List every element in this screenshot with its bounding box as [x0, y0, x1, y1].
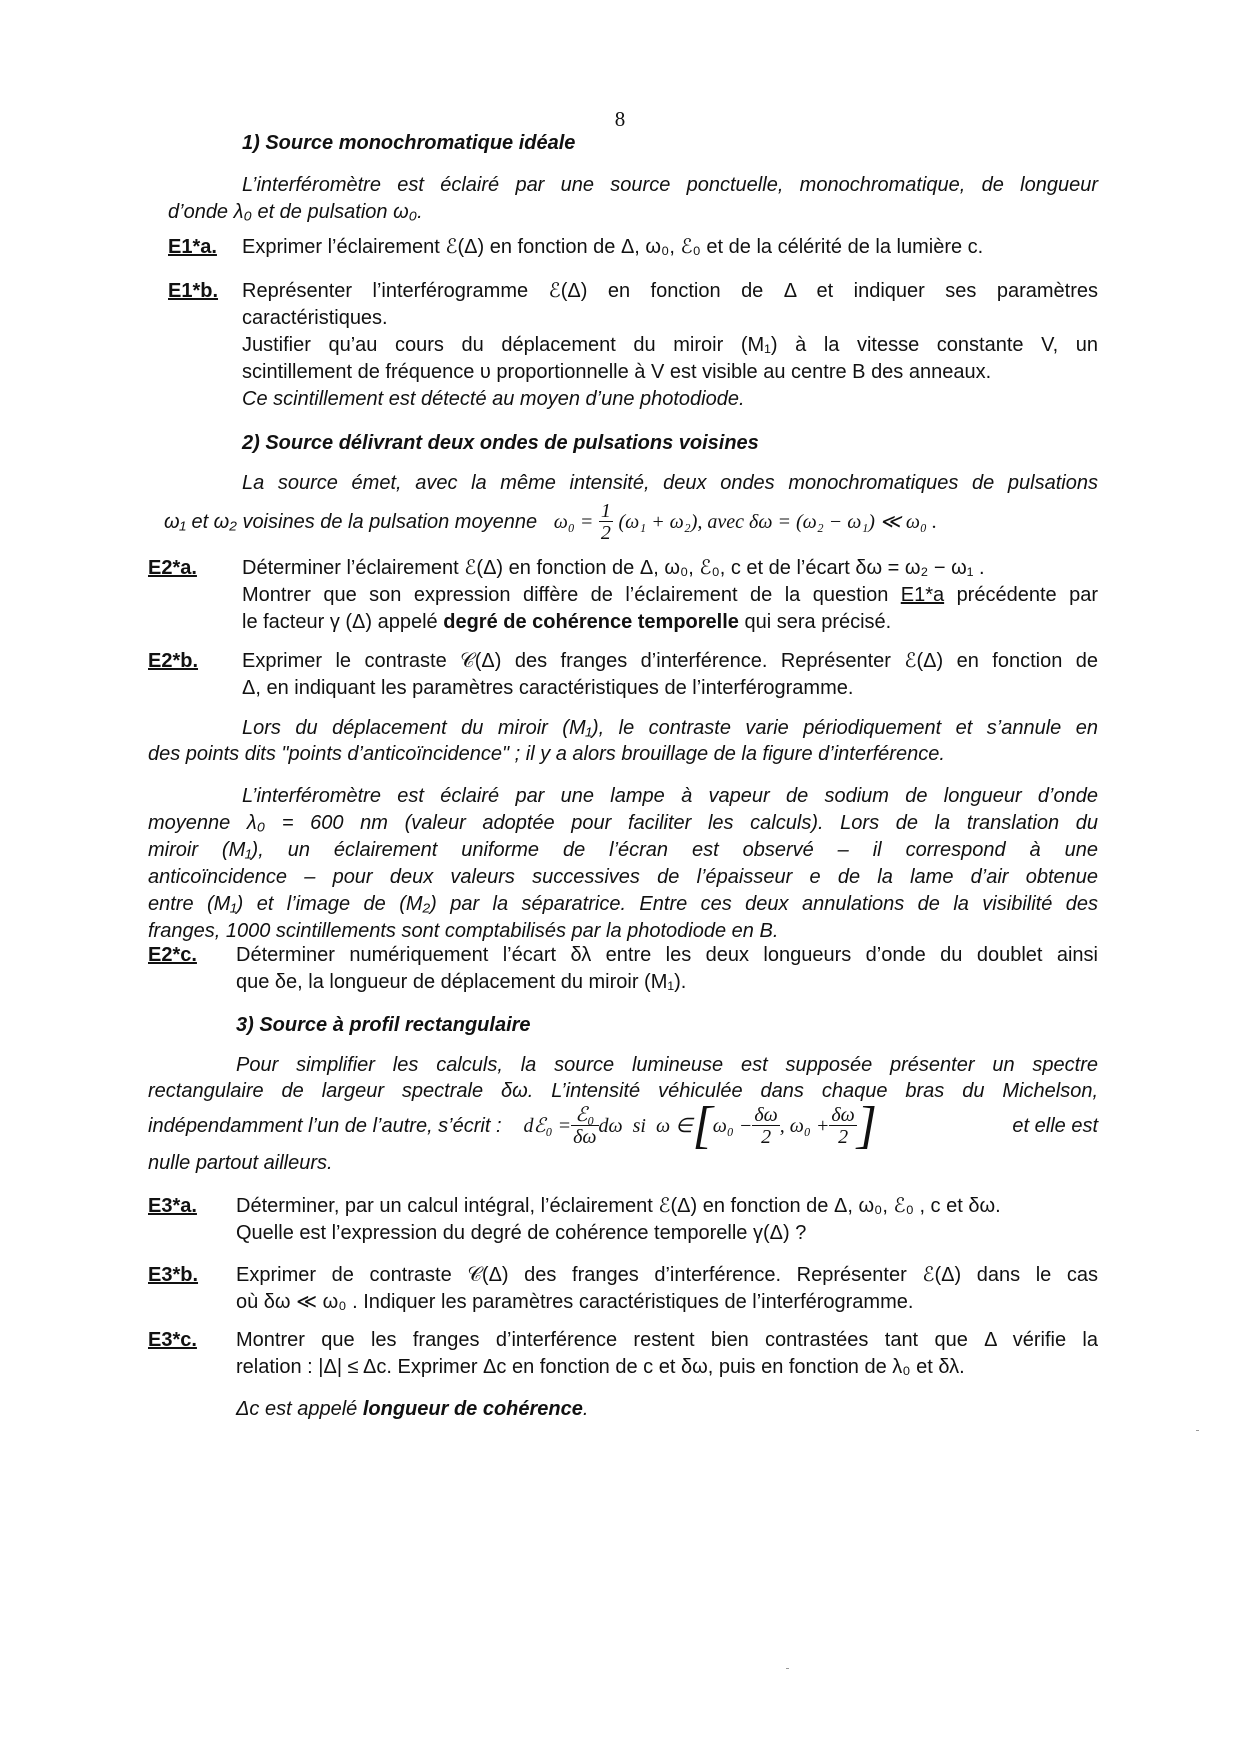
paragraph-sodium-line-2: moyenne λ₀ = 600 nm (valeur adoptée pour faciliter les calculs). Lors de la translation du: [148, 812, 1098, 834]
question-e1b-line-1: Représenter l’interférogramme ℰ(Δ) en fonction de Δ et indiquer ses paramètres: [242, 280, 1098, 302]
question-label-e3c: E3*c.: [148, 1329, 197, 1351]
question-e2a-line-2-text: Montrer que son expression diffère de l’éclairement de la question: [242, 584, 889, 606]
fraction-denominator: 2: [761, 1125, 772, 1148]
question-e2a-line-1: Déterminer l’éclairement ℰ(Δ) en fonction de Δ, ω₀, ℰ₀, c et de l’écart δω = ω₂ − ω₁ .: [242, 557, 985, 579]
question-label-e2b: E2*b.: [148, 650, 199, 672]
question-e2a-line-3: [242, 609, 1098, 636]
section-3-title: 3) Source à profil rectangulaire: [236, 1014, 531, 1036]
question-e2a-line-2: [242, 582, 1098, 609]
question-e2a-line-3-start: le facteur γ (Δ) appelé: [242, 611, 438, 633]
paragraph-sodium-line-3: miroir (M₁), un éclairement uniforme de l’écran est observé – il correspond à une: [148, 839, 1098, 861]
question-e2b-line-2: Δ, en indiquant les paramètres caractéristiques de l’interférogramme.: [242, 677, 854, 699]
question-e2c: [236, 942, 1098, 996]
question-e2b-line-1: Exprimer le contraste 𝒞(Δ) des franges d’interférence. Représenter ℰ(Δ) en fonction de: [242, 650, 1098, 672]
question-label-e2c: E2*c.: [148, 944, 197, 966]
question-e2a-line-2-end: précédente par: [956, 584, 1098, 606]
question-e2c-line-2: que δe, la longueur de déplacement du miroir (M₁).: [236, 971, 687, 993]
fraction-numerator: 1: [600, 500, 611, 523]
question-e2c-line-1: Déterminer numériquement l’écart δλ entre les deux longueurs d’onde du doublet ainsi: [236, 944, 1098, 966]
section-1-intro-line-2: d’onde λ₀ et de pulsation ω₀.: [168, 201, 423, 223]
question-label-e1b: E1*b.: [168, 280, 219, 302]
paragraph-anticoincidence-line-1: Lors du déplacement du miroir (M₁), le contraste varie périodiquement et s’annule en: [242, 717, 1098, 739]
question-e3b: [236, 1262, 1098, 1316]
omega-mean-expression: (ω₁ + ω₂), avec δω = (ω₂ − ω₁) ≪ ω₀ .: [618, 511, 937, 533]
question-e3c-line-2: relation : |Δ| ≤ Δc. Exprimer Δc en fonction de c et δω, puis en fonction de λ₀ et δλ.: [236, 1356, 965, 1378]
question-label-e2a: E2*a.: [148, 557, 197, 579]
question-label-e3a: E3*a.: [148, 1195, 197, 1217]
d-e0-equals: dℰ₀ =: [523, 1115, 572, 1137]
question-e1b: [242, 278, 1098, 386]
question-e3a-line-2: Quelle est l’expression du degré de cohérence temporelle γ(Δ) ?: [236, 1222, 807, 1244]
fraction-denominator: δω: [573, 1125, 597, 1148]
section-3-line-3: [148, 1098, 1098, 1154]
question-e3c-line-1: Montrer que les franges d’interférence restent bien contrastées tant que Δ vérifie la: [236, 1329, 1098, 1351]
section-3-line-3-end: et elle est: [1012, 1115, 1098, 1137]
question-e3c: [236, 1327, 1098, 1381]
section-3-line-3-text: indépendamment l’un de l’autre, s’écrit :: [148, 1115, 502, 1137]
left-bracket: [: [692, 1097, 713, 1154]
fraction-denominator: 2: [838, 1125, 849, 1148]
paragraph-sodium: [148, 783, 1098, 945]
fraction-numerator: ℰ₀: [571, 1105, 598, 1126]
question-e1b-line-2: caractéristiques.: [242, 307, 388, 329]
section-2-intro-line-1: La source émet, avec la même intensité, deux ondes monochromatiques de pulsations: [242, 472, 1098, 494]
question-e1a-text: Exprimer l’éclairement ℰ(Δ) en fonction de Δ, ω₀, ℰ₀ et de la célérité de la lumière c.: [242, 236, 984, 258]
question-e1b-line-3: Justifier qu’au cours du déplacement du miroir (M₁) à la vitesse constante V, un: [242, 334, 1098, 356]
final-sentence-end: .: [582, 1398, 589, 1420]
fraction-numerator: δω: [754, 1103, 778, 1126]
term-longueur-coherence: longueur de cohérence: [362, 1398, 583, 1420]
question-e3b-line-2: où δω ≪ ω₀ . Indiquer les paramètres caractéristiques de l’interférogramme.: [236, 1291, 914, 1313]
question-e2a: [242, 555, 1098, 636]
scan-mark: [1196, 1430, 1199, 1431]
scan-mark: [786, 1668, 789, 1669]
section-3-line-4: nulle partout ailleurs.: [148, 1152, 333, 1174]
question-e2a-line-3-end: qui sera précisé.: [744, 611, 892, 633]
right-bracket: ]: [856, 1097, 878, 1154]
fraction-denominator: 2: [600, 522, 611, 545]
question-label-e3b: E3*b.: [148, 1264, 199, 1286]
paragraph-sodium-line-6: franges, 1000 scintillements sont comptabilisés par la photodiode en B.: [148, 920, 779, 942]
section-2-intro-line-2: [164, 496, 1104, 548]
fraction-numerator: δω: [831, 1103, 855, 1126]
question-e3a-line-1: Déterminer, par un calcul intégral, l’éclairement ℰ(Δ) en fonction de Δ, ω₀, ℰ₀ , c et δω.: [236, 1195, 1001, 1217]
section-1-title: 1) Source monochromatique idéale: [242, 132, 576, 154]
page-number: 8: [614, 107, 626, 131]
question-e3b-line-1: Exprimer de contraste 𝒞(Δ) des franges d’interférence. Représenter ℰ(Δ) dans le cas: [236, 1264, 1098, 1286]
paragraph-sodium-line-1: L’interféromètre est éclairé par une lampe à vapeur de sodium de longueur d’onde: [242, 785, 1098, 807]
section-1-intro-line-1: L’interféromètre est éclairé par une source ponctuelle, monochromatique, de longueur: [242, 174, 1098, 196]
one-half-fraction: [599, 501, 613, 544]
term-degre-coherence: degré de cohérence temporelle: [443, 611, 739, 633]
question-label-e1a: E1*a.: [168, 236, 217, 258]
interval-upper-start: , ω₀ +: [779, 1115, 830, 1137]
paragraph-anticoincidence-line-2: des points dits "points d’anticoïncidence" ; il y a alors brouillage de la figure d’interférence.: [148, 743, 945, 765]
section-3-line-2: rectangulaire de largeur spectrale δω. L’intensité véhiculée dans chaque bras du Michelson,: [148, 1080, 1098, 1102]
question-e1b-line-4: scintillement de fréquence υ proportionnelle à V est visible au centre B des anneaux.: [242, 361, 992, 383]
paragraph-sodium-line-5: entre (M₁) et l’image de (M₂) par la séparatrice. Entre ces deux annulations de la visibilité des: [148, 893, 1098, 915]
d-omega-si-omega: dω si ω ∈: [598, 1115, 693, 1137]
e0-over-delta-omega: [571, 1105, 598, 1148]
section-2-title: 2) Source délivrant deux ondes de pulsations voisines: [242, 432, 759, 454]
section-2-intro-text: ω₁ et ω₂ voisines de la pulsation moyenne: [164, 511, 538, 533]
interval-lower-start: ω₀ −: [712, 1115, 753, 1137]
omega0-equals: ω₀ =: [553, 511, 594, 533]
final-sentence-start: Δc est appelé: [236, 1398, 358, 1420]
delta-omega-over-2-a: [752, 1105, 779, 1148]
delta-omega-over-2-b: [829, 1105, 856, 1148]
question-e1b-note: Ce scintillement est détecté au moyen d’une photodiode.: [242, 388, 745, 410]
paragraph-sodium-line-4: anticoïncidence – pour deux valeurs successives de l’épaisseur e de la lame d’air obtenue: [148, 866, 1098, 888]
reference-e1a: E1*a: [900, 584, 945, 606]
question-e3a: [236, 1193, 1098, 1247]
final-sentence: [236, 1396, 588, 1423]
section-3-line-1: Pour simplifier les calculs, la source lumineuse est supposée présenter un spectre: [236, 1054, 1098, 1076]
question-e2b: [242, 648, 1098, 702]
